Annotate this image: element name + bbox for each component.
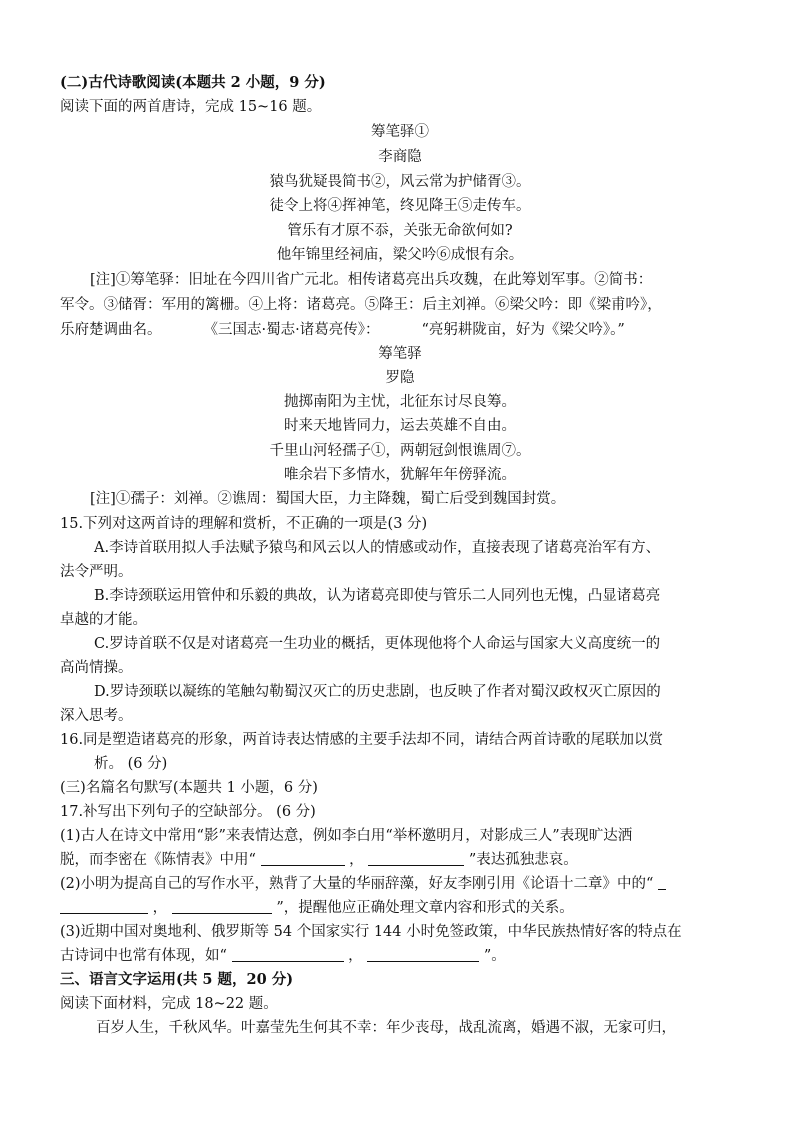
poem2-title: 筹笔驿 xyxy=(378,346,422,362)
question-17-item1: (1)古人在诗文中常用“影”来表情达意，例如李白用“举杯邀明月，对影成三人”表现旷达洒 xyxy=(60,828,633,844)
q17-text: (2)小明为提高自己的写作水平，熟背了大量的华丽辞藻，好友李刚引用《论语十二章》中的“ xyxy=(60,876,654,892)
poem1-note-part: 《三国志·蜀志·诸葛亮传》： xyxy=(203,322,380,338)
answer-blank[interactable] xyxy=(658,875,666,890)
part3-heading: 三、语言文字运用(共 5 题，20 分) xyxy=(60,971,294,988)
answer-blank[interactable] xyxy=(232,947,344,962)
poem1-line: 管乐有才原不忝，关张无命欲何如? xyxy=(287,223,513,239)
answer-blank[interactable] xyxy=(367,947,479,962)
poem1-author: 李商隐 xyxy=(378,149,422,165)
question-15-option-d-cont: 深入思考。 xyxy=(60,708,133,724)
poem1-line: 猿鸟犹疑畏简书②，风云常为护储胥③。 xyxy=(269,174,531,190)
answer-blank[interactable] xyxy=(368,851,464,866)
section-heading-dictation: (三)名篇名句默写(本题共 1 小题，6 分) xyxy=(60,780,318,796)
poem2-line: 抛掷南阳为主忧，北征东讨尽良筹。 xyxy=(284,394,516,410)
poem1-note-last xyxy=(60,320,625,340)
poem2-line: 唯余岩下多情水，犹解年年傍驿流。 xyxy=(284,467,516,483)
q17-text: ， xyxy=(152,900,168,916)
question-15-option-d: D.罗诗颈联以凝练的笔触勾勒蜀汉灭亡的历史悲剧，也反映了作者对蜀汉政权灭亡原因的 xyxy=(94,684,661,700)
poem1-line: 徒令上将④挥神笔，终见降王⑤走传车。 xyxy=(269,198,531,214)
q17-text: 脱，而李密在《陈情表》中用“ xyxy=(60,852,256,868)
q17-text: ”，提醒他应正确处理文章内容和形式的关系。 xyxy=(276,900,574,916)
question-17-stem: 17.补写出下列句子的空缺部分。 (6 分) xyxy=(60,804,316,820)
question-17-item1-line2 xyxy=(60,850,578,870)
q17-text: ”表达孤独悲哀。 xyxy=(468,852,578,868)
question-15-option-a-cont: 法令严明。 xyxy=(60,564,133,580)
question-15-option-c: C.罗诗首联不仅是对诸葛亮一生功业的概括，更体现他将个人命运与国家大义高度统一的 xyxy=(94,636,661,652)
poem2-author: 罗隐 xyxy=(385,370,415,386)
poem1-title: 筹笔驿① xyxy=(371,124,429,140)
question-15-stem: 15.下列对这两首诗的理解和赏析，不正确的一项是(3 分) xyxy=(60,516,428,532)
poem1-note: [注]①筹笔驿：旧址在今四川省广元北。相传诸葛亮出兵攻魏，在此筹划军事。②简书： xyxy=(90,272,653,288)
part3-paragraph: 百岁人生，千秋风华。叶嘉莹先生何其不幸：年少丧母，战乱流离，婚遇不淑，无家可归， xyxy=(96,1020,676,1036)
answer-blank[interactable] xyxy=(172,899,272,914)
section-heading-poetry: (二)古代诗歌阅读(本题共 2 小题，9 分) xyxy=(60,74,326,91)
q17-text: ， xyxy=(349,852,364,868)
part3-instruction: 阅读下面材料，完成 18~22 题。 xyxy=(60,996,278,1012)
question-17-item2-line2 xyxy=(60,898,574,918)
question-16-cont: 析。 (6 分) xyxy=(94,756,168,772)
q17-text: 古诗词中也常有体现，如“ xyxy=(60,948,227,964)
q17-text: ”。 xyxy=(483,948,506,964)
poem2-note: [注]①孺子：刘禅。②谯周：蜀国大臣，力主降魏，蜀亡后受到魏国封赏。 xyxy=(90,491,566,507)
question-15-option-b-cont: 卓越的才能。 xyxy=(60,612,147,628)
section-instruction: 阅读下面的两首唐诗，完成 15~16 题。 xyxy=(60,99,322,115)
poem2-line: 千里山河轻孺子①，两朝冠剑恨谯周⑦。 xyxy=(269,443,531,459)
poem1-note-part: 乐府楚调曲名。 xyxy=(60,322,162,338)
question-17-item3: (3)近期中国对奥地利、俄罗斯等 54 个国家实行 144 小时免签政策，中华民族热情好客的特点在 xyxy=(60,924,682,940)
question-16: 16.同是塑造诸葛亮的形象，两首诗表达情感的主要手法却不同，请结合两首诗歌的尾联加以赏 xyxy=(60,732,664,748)
poem1-note: 军令。③储胥：军用的篱栅。④上将：诸葛亮。⑤降王：后主刘禅。⑥梁父吟：即《梁甫吟》， xyxy=(60,297,662,313)
q17-text: ， xyxy=(348,948,363,964)
answer-blank[interactable] xyxy=(60,899,148,914)
question-15-option-b: B.李诗颈联运用管仲和乐毅的典故，认为诸葛亮即使与管乐二人同列也无愧，凸显诸葛亮 xyxy=(94,588,661,604)
poem1-note-part: “亮躬耕陇亩，好为《梁父吟》。” xyxy=(421,322,625,338)
question-15-option-a: A.李诗首联用拟人手法赋予猿鸟和风云以人的情感或动作，直接表现了诸葛亮治军有方、 xyxy=(94,540,661,556)
question-17-item2 xyxy=(60,874,666,894)
answer-blank[interactable] xyxy=(261,851,345,866)
question-17-item3-line2 xyxy=(60,946,506,966)
poem2-line: 时来天地皆同力，运去英雄不自由。 xyxy=(284,418,516,434)
poem1-line: 他年锦里经祠庙，梁父吟⑥成恨有余。 xyxy=(276,247,524,263)
question-15-option-c-cont: 高尚情操。 xyxy=(60,660,133,676)
